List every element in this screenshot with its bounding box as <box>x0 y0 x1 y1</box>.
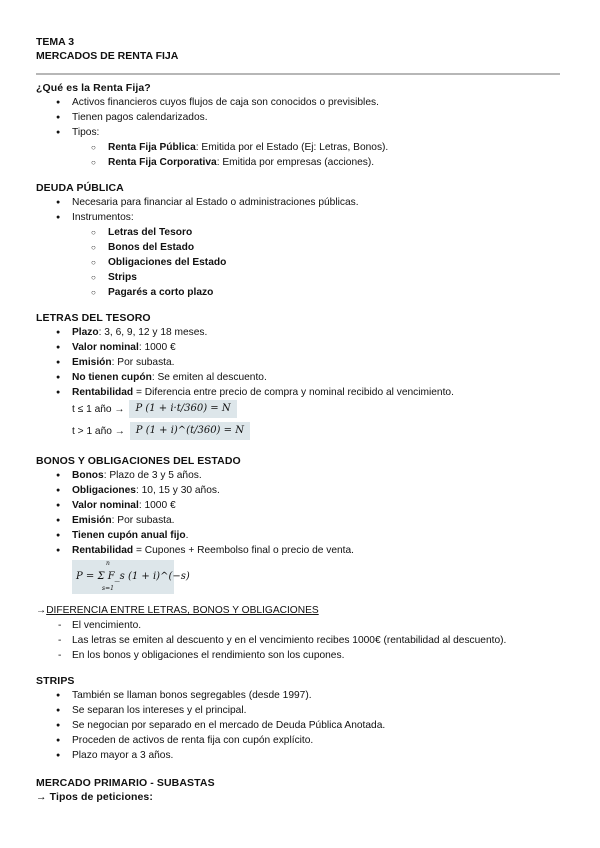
section-deuda-publica <box>36 181 566 300</box>
instrument-name: Bonos del Estado <box>108 242 195 253</box>
list-item: ● Se negocian por separado en el mercado de Deuda Pública Anotada. <box>36 718 566 733</box>
section-diferencia <box>36 604 566 663</box>
formula: P = Σ F_s (1 + i)^(−s) <box>76 571 190 582</box>
list-item <box>36 543 566 558</box>
list-item <box>36 355 566 370</box>
definition: : Emitida por el Estado (Ej: Letras, Bonos). <box>195 142 389 153</box>
section-strips <box>36 674 566 763</box>
topic-title: MERCADOS DE RENTA FIJA <box>36 49 179 62</box>
term: Bonos <box>72 470 104 481</box>
instrument-name: Letras del Tesoro <box>108 227 193 238</box>
list-item: ● Tienen pagos calendarizados. <box>36 110 566 125</box>
term: Rentabilidad <box>72 387 134 398</box>
section-que-es <box>36 81 566 170</box>
term: Rentabilidad <box>72 545 134 556</box>
list-item <box>36 370 566 385</box>
sum-upper-limit: n <box>106 560 110 567</box>
term: No tienen cupón <box>72 372 152 383</box>
formula: P (1 + i)^(t/360) = N <box>130 422 250 440</box>
document-header <box>36 36 178 63</box>
term: Emisión <box>72 515 112 526</box>
bullet-list <box>36 325 566 400</box>
definition: : 3, 6, 9, 12 y 18 meses. <box>98 327 208 338</box>
list-item <box>36 468 566 483</box>
list-item <box>36 155 566 170</box>
definition: : Plazo de 3 y 5 años. <box>103 470 202 481</box>
list-item: ● Activos financieros cuyos flujos de caja son conocidos o previsibles. <box>36 95 566 110</box>
formula-label: t > 1 año → <box>72 426 125 437</box>
section-title: LETRAS DEL TESORO <box>36 312 151 324</box>
formula-bond-price <box>72 560 190 594</box>
list-item: ● Se separan los intereses y el principal. <box>36 703 566 718</box>
term: Tienen cupón anual fijo <box>72 530 186 541</box>
list-item <box>36 498 566 513</box>
list-item: ● También se llaman bonos segregables (desde 1997). <box>36 688 566 703</box>
section-title: DEUDA PÚBLICA <box>36 182 124 194</box>
term: Obligaciones <box>72 485 136 496</box>
arrow-icon: → <box>36 605 47 616</box>
term: Renta Fija Corporativa <box>108 157 217 168</box>
definition: : Por subasta. <box>111 515 175 526</box>
header-divider <box>36 73 560 75</box>
dash-list <box>36 618 566 663</box>
list-item: ● Plazo mayor a 3 años. <box>36 748 566 763</box>
formula-long-term <box>36 422 566 442</box>
list-item <box>36 270 566 285</box>
definition: : Por subasta. <box>111 357 175 368</box>
sum-lower-limit: s=1 <box>102 585 114 592</box>
section-title: ¿Qué es la Renta Fija? <box>36 82 151 94</box>
list-item <box>36 513 566 528</box>
formula-short-term <box>36 400 566 420</box>
bullet-list <box>36 195 566 300</box>
list-item <box>36 325 566 340</box>
bullet-list <box>36 688 566 763</box>
list-item <box>36 285 566 300</box>
definition: . <box>185 530 189 541</box>
list-item <box>36 528 566 543</box>
list-item <box>36 340 566 355</box>
section-title <box>36 604 566 618</box>
definition: : 1000 € <box>138 500 176 511</box>
bullet-list <box>36 468 566 558</box>
section-bonos-obligaciones <box>36 454 566 594</box>
definition: = Diferencia entre precio de compra y nominal recibido al vencimiento. <box>133 387 454 398</box>
section-mercado-primario <box>36 776 566 804</box>
list-item <box>36 140 566 155</box>
list-item: ● Instrumentos: <box>36 210 566 225</box>
list-item: ● Tipos: <box>36 125 566 140</box>
instrument-name: Pagarés a corto plazo <box>108 287 214 298</box>
definition: = Cupones + Reembolso final o precio de venta. <box>133 545 355 556</box>
list-item: ● Proceden de activos de renta fija con cupón explícito. <box>36 733 566 748</box>
list-item <box>36 483 566 498</box>
instrument-name: Strips <box>108 272 137 283</box>
term: Valor nominal <box>72 500 139 511</box>
list-item: - Las letras se emiten al descuento y en el vencimiento recibes 1000€ (rentabilidad al descuento). <box>36 633 566 648</box>
list-item: - El vencimiento. <box>36 618 566 633</box>
list-item <box>36 385 566 400</box>
definition: : 10, 15 y 30 años. <box>135 485 220 496</box>
term: Valor nominal <box>72 342 139 353</box>
list-item: - En los bonos y obligaciones el rendimiento son los cupones. <box>36 648 566 663</box>
list-item <box>36 255 566 270</box>
list-item <box>36 240 566 255</box>
instrument-name: Obligaciones del Estado <box>108 257 227 268</box>
term: Renta Fija Pública <box>108 142 196 153</box>
section-title: BONOS Y OBLIGACIONES DEL ESTADO <box>36 455 241 467</box>
topic-number: TEMA 3 <box>36 36 75 48</box>
section-subtitle: → Tipos de peticiones: <box>36 791 153 803</box>
list-item <box>36 225 566 240</box>
list-item: ● Necesaria para financiar al Estado o administraciones públicas. <box>36 195 566 210</box>
term: Emisión <box>72 357 112 368</box>
section-letras-tesoro <box>36 311 566 442</box>
definition: : 1000 € <box>138 342 176 353</box>
section-title: MERCADO PRIMARIO - SUBASTAS <box>36 777 215 789</box>
bullet-list <box>36 95 566 170</box>
formula-label: t ≤ 1 año → <box>72 404 125 415</box>
formula: P (1 + i·t/360) = N <box>129 400 236 418</box>
definition: : Se emiten al descuento. <box>151 372 267 383</box>
section-title: STRIPS <box>36 675 75 687</box>
definition: : Emitida por empresas (acciones). <box>216 157 375 168</box>
term: Plazo <box>72 327 99 338</box>
underlined-heading: DIFERENCIA ENTRE LETRAS, BONOS Y OBLIGACIONES <box>46 605 319 616</box>
